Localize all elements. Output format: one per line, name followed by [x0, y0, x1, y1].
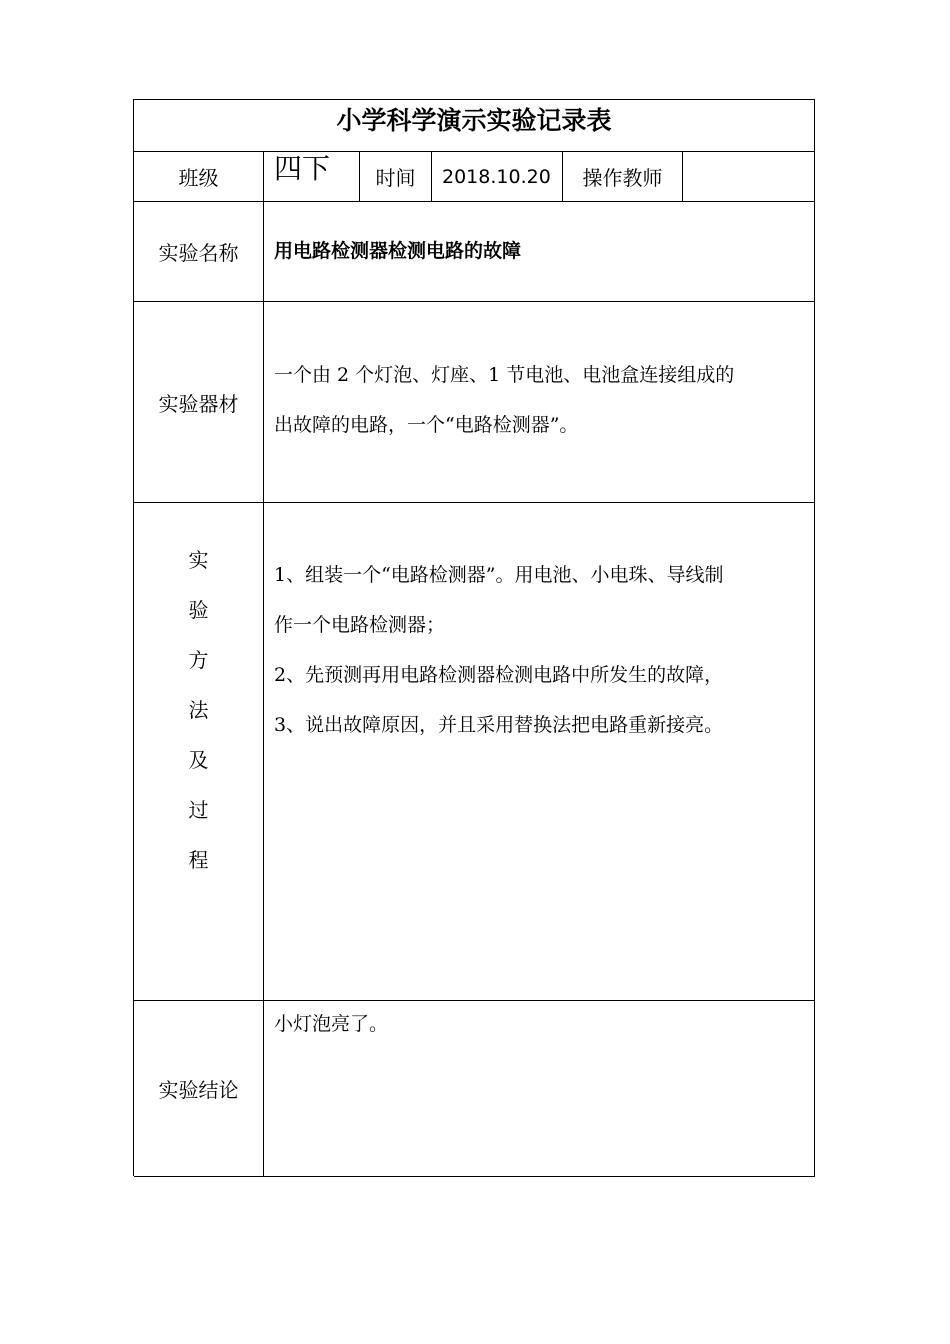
method-line: 2、先预测再用电路检测器检测电路中所发生的故障，: [274, 664, 724, 686]
method-label-char: 验: [188, 598, 209, 622]
teacher-label: 操作教师: [563, 152, 683, 202]
method-label-char: 程: [188, 848, 209, 872]
time-label: 时间: [360, 152, 432, 202]
record-table: [133, 99, 815, 1176]
method-line: 3、说出故障原因，并且采用替换法把电路重新接亮。: [274, 714, 724, 736]
class-label: 班级: [134, 152, 264, 202]
experiment-name-value: 用电路检测器检测电路的故障: [264, 202, 815, 302]
conclusion-value: 小灯泡亮了。: [264, 1001, 815, 1177]
method-label-char: 方: [188, 648, 209, 672]
method-line: 作一个电路检测器；: [274, 614, 446, 636]
method-label-char: 法: [188, 698, 209, 722]
method-line: 1、组装一个“电路检测器”。用电池、小电珠、导线制: [274, 564, 724, 586]
equipment-value: [264, 302, 815, 503]
class-value: 四下: [264, 152, 360, 202]
page-title: 小学科学演示实验记录表: [134, 100, 815, 152]
time-value: 2018.10.20: [432, 152, 563, 202]
equipment-line: 出故障的电路，一个“电路检测器”。: [274, 414, 579, 436]
conclusion-label: 实验结论: [134, 1001, 264, 1177]
method-label-char: 过: [188, 798, 209, 822]
equipment-label: 实验器材: [134, 302, 264, 503]
method-label: [134, 503, 264, 1001]
method-label-char: 及: [188, 748, 209, 772]
experiment-name-label: 实验名称: [134, 202, 264, 302]
method-label-char: 实: [188, 548, 209, 572]
method-value: [264, 503, 815, 1001]
teacher-value: [683, 152, 815, 202]
equipment-line: 一个由 2 个灯泡、灯座、1 节电池、电池盒连接组成的: [274, 364, 735, 386]
